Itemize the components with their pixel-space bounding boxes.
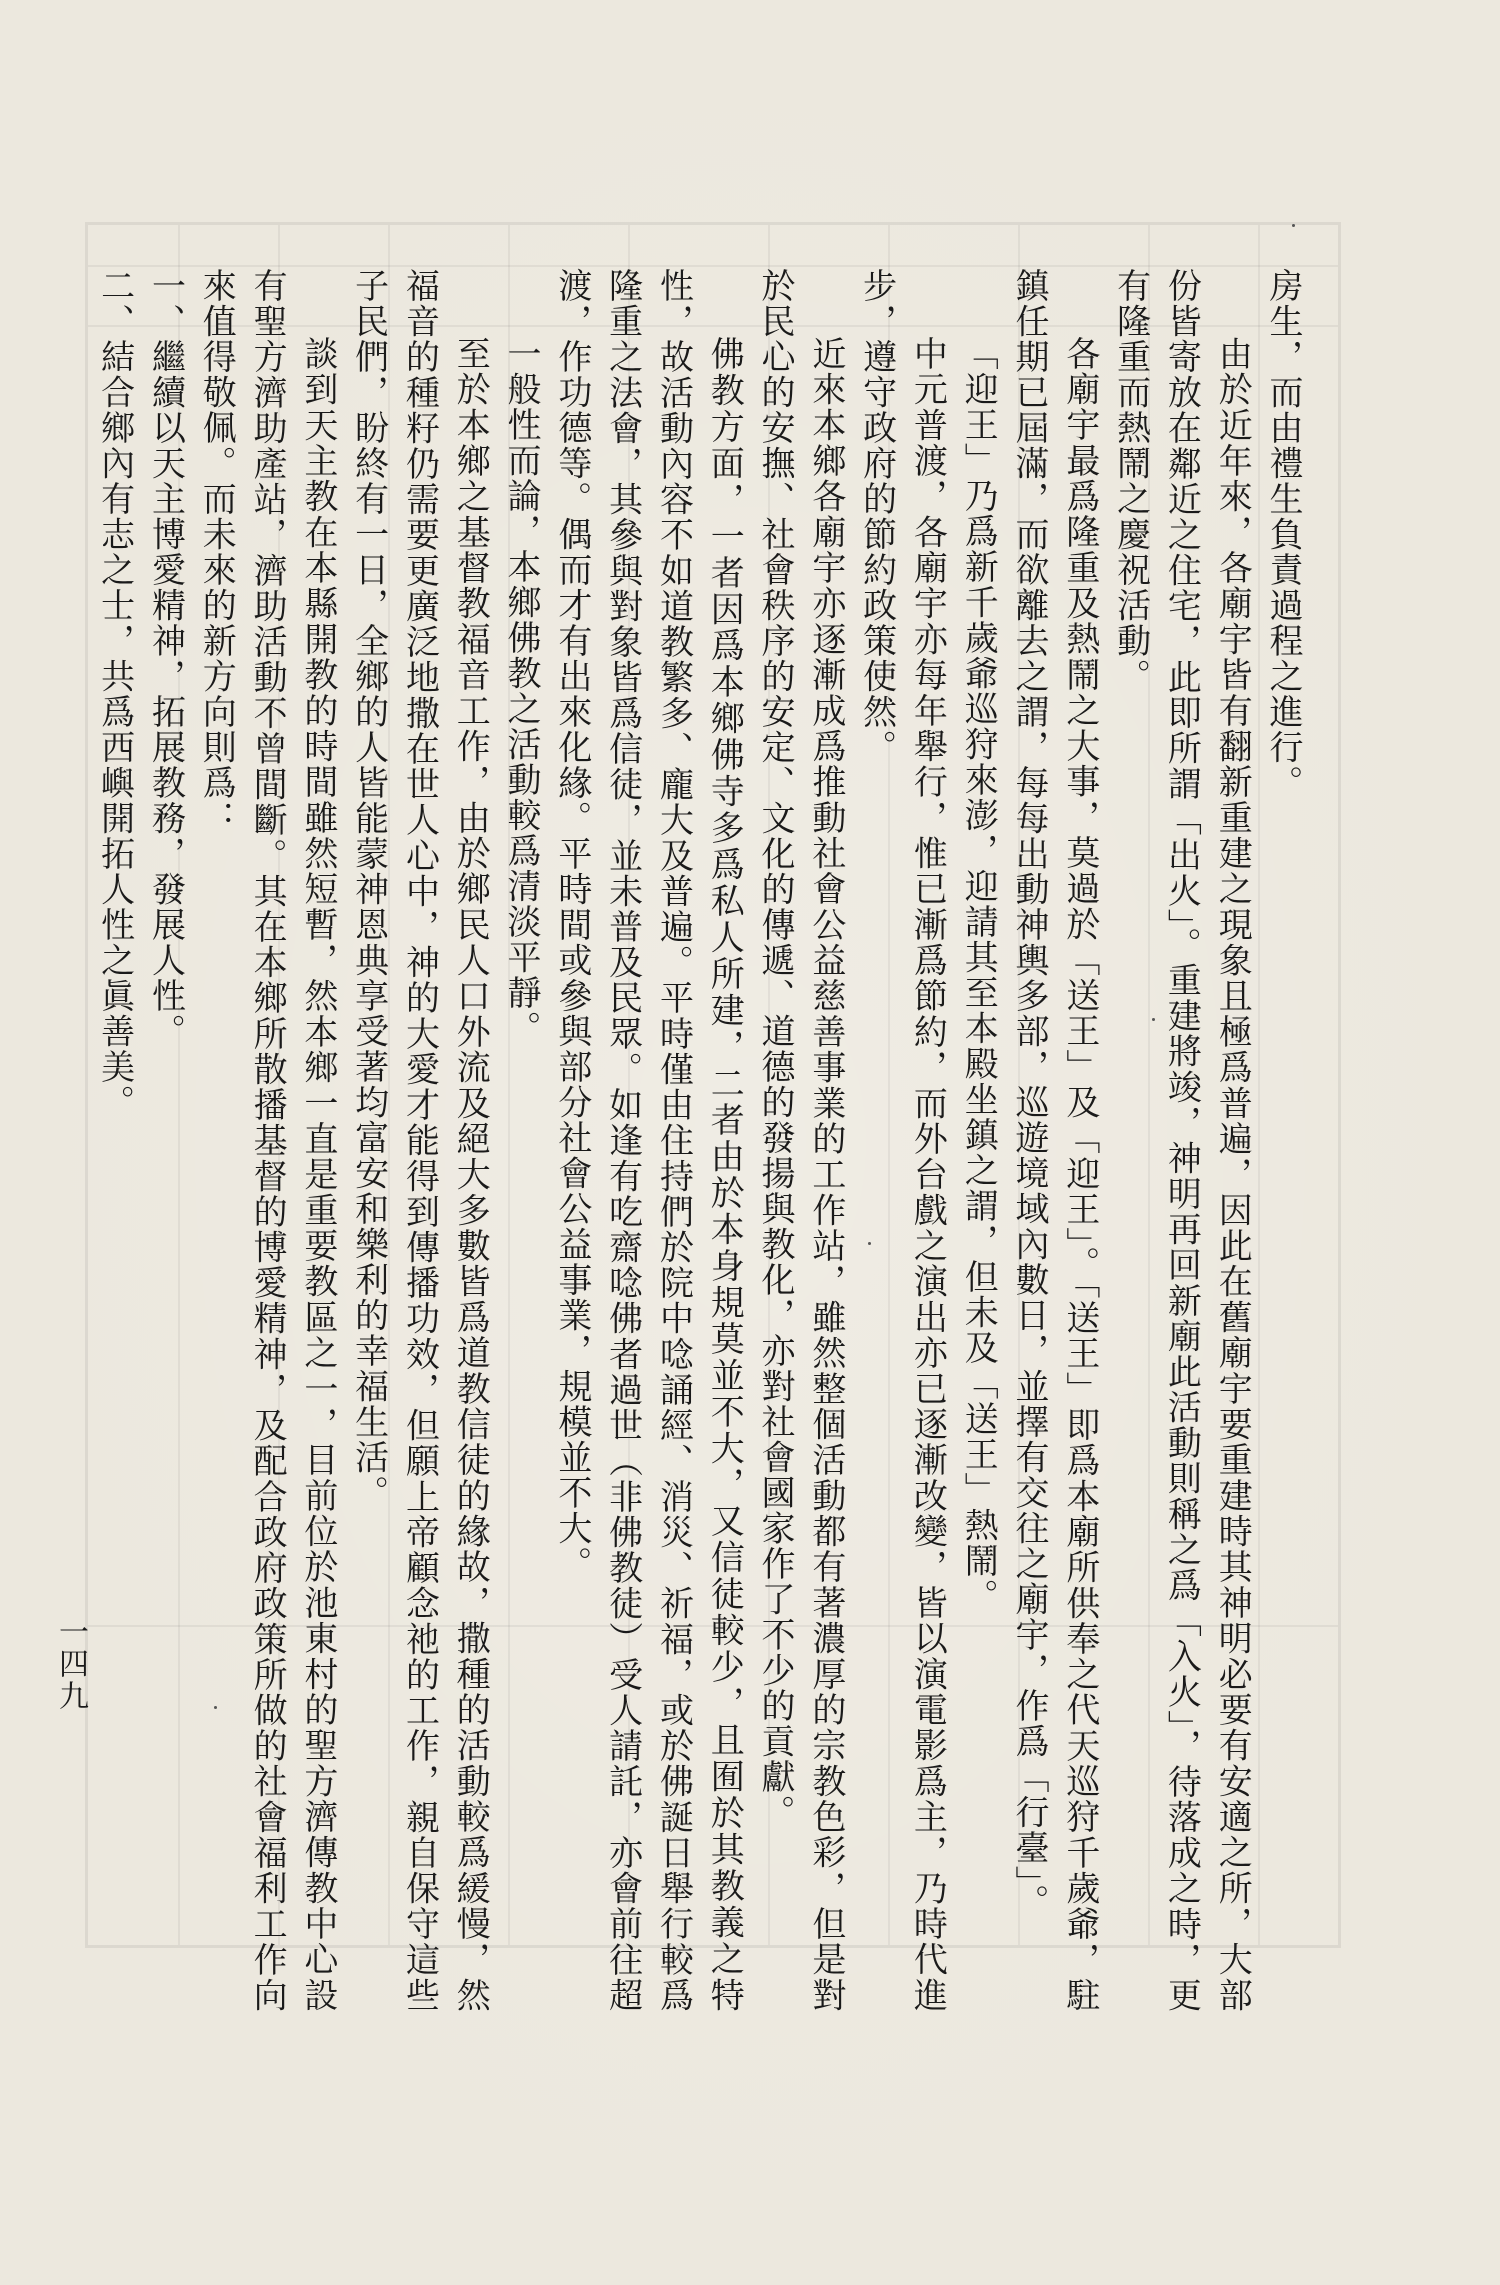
paragraph: 中元普渡，各廟宇亦每年舉行，惟已漸爲節約，而外台戲之演出亦已逐漸改變，皆以演電影爲主，乃時代進步，遵守政府的節約政策使然。 — [856, 268, 948, 2013]
paragraph: 談到天主教在本縣開教的時間雖然短暫，然本鄉一直是重要教區之一，目前位於池東村的聖方濟傳教中心設有聖方濟助產站，濟助活動不曾間斷。其在本鄉所散播基督的博愛精神，及配合政府政策所做的社會福利工作向來值得敬佩。而未來的新方向則爲： — [196, 268, 338, 2013]
vertical-body-text — [89, 268, 1308, 2013]
scan-speck — [214, 1706, 217, 1709]
paragraph: 佛教方面，一者因爲本鄉佛寺多爲私人所建，二者由於本身規莫並不大，又信徒較少，且囿於其教義之特性，故活動內容不如道教繁多、龐大及普遍。平時僅由住持們於院中唸誦經、消災、祈福，或於佛誕日舉行較爲隆重之法會，其參與對象皆爲信徒，並未普及民眾。如逢有吃齋唸佛者過世（非佛教徒）受人請託，亦會前往超渡，作功德等。偶而才有出來化緣。平時間或參與部分社會公益事業，規模並不大。 — [551, 268, 745, 2013]
paragraph: 「迎王」乃爲新千歲爺巡狩來澎，迎請其至本殿坐鎮之謂，但未及「送王」熱鬧。 — [958, 336, 999, 1614]
paragraph: 各廟宇最爲隆重及熱鬧之大事，莫過於「送王」及「迎王」。「送王」即爲本廟所供奉之代天巡狩千歲爺，駐鎮任期已屆滿，而欲離去之謂，每每出動神輿多部，巡遊境域內數日，並擇有交往之廟宇，作爲「行臺」。 — [1009, 268, 1100, 2013]
scan-speck — [1292, 224, 1295, 227]
paragraph: 至於本鄉之基督教福音工作，由於鄉民人口外流及絕大多數皆爲道教信徒的緣故，撒種的活動較爲緩慢，然福音的種籽仍需要更廣泛地撒在世人心中，神的大愛才能得到傳播功效，但願上帝顧念祂的工作，親自保守這些子民們，盼終有一日，全鄉的人皆能蒙神恩典享受著均富安和樂利的幸福生活。 — [348, 268, 491, 2013]
page-number: 一四九 — [53, 1616, 88, 1712]
scan-speck — [868, 1242, 871, 1245]
paragraph: 房生，而由禮生負責過程之進行。 — [1263, 268, 1303, 801]
paragraph: 近來本鄉各廟宇亦逐漸成爲推動社會公益慈善事業的工作站，雖然整個活動都有著濃厚的宗教色彩，但是對於民心的安撫、社會秩序的安定、文化的傳遞、道德的發揚與教化，亦對社會國家作了不少的貢獻。 — [755, 268, 846, 2013]
list-item: 二、結合鄉內有志之士，共爲西嶼開拓人性之眞善美。 — [94, 268, 135, 1120]
paragraph: 由於近年來，各廟宇皆有翻新重建之現象且極爲普遍，因此在舊廟宇要重建時其神明必要有安適之所，大部份皆寄放在鄰近之住宅，此即所謂「出火」。重建將竣，神明再回新廟此活動則稱之爲「入火」，待落成之時，更有隆重而熱鬧之慶祝活動。 — [1110, 268, 1253, 2013]
list-item: 一、繼續以天主博愛精神，拓展教務，發展人性。 — [145, 268, 186, 1049]
paragraph: 一般性而論，本鄉佛教之活動較爲清淡平靜。 — [501, 336, 542, 1046]
scan-speck — [1152, 1018, 1155, 1021]
